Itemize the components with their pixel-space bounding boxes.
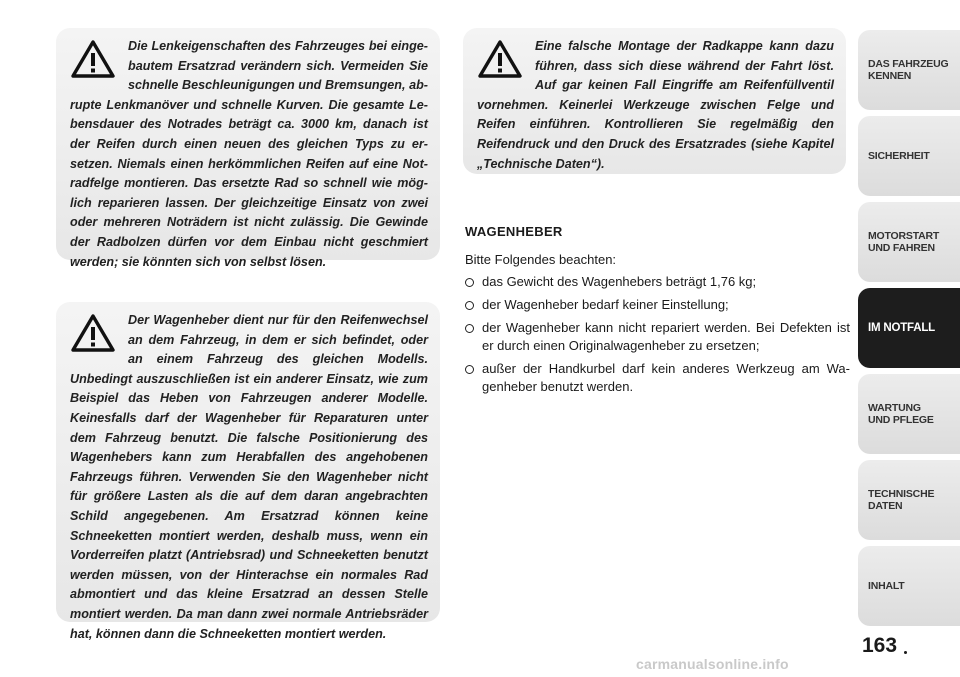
circle-bullet-icon: [465, 301, 474, 310]
warning-triangle-icon: [477, 39, 523, 79]
jack-rules-list: [465, 273, 850, 396]
page-number: 163: [862, 634, 898, 657]
tab-im-notfall[interactable]: IM NOTFALL: [858, 288, 960, 368]
list-item: außer der Handkurbel darf kein anderes Werkzeug am Wagenheber benutzt werden.: [465, 360, 850, 396]
warning-triangle-icon: [70, 313, 116, 353]
warning-box-steering: [56, 28, 440, 269]
warning-box-hubcap: [463, 28, 846, 174]
tab-technische-daten[interactable]: TECHNISCHE DATEN: [858, 460, 960, 540]
section-heading: WAGENHEBER: [465, 224, 563, 239]
warning-text: Eine falsche Montage der Radkappe kann dazu führen, dass sich diese während der Fahrt löst. Auf gar keinen Fall Eingriffe am Reifenfüllventil vornehmen. Keinerlei Werkzeuge zwischen Felge und Reifen einführen. Kontrollieren Sie regelmäßig den Reifendruck und den Druck des Ersatzrades (siehe Kapitel „Technische Daten“).: [477, 39, 834, 171]
section-intro: Bitte Folgendes beachten:: [465, 252, 617, 267]
tab-das-fahrzeug-kennen[interactable]: DAS FAHRZEUG KENNEN: [858, 30, 960, 110]
tab-inhalt[interactable]: INHALT: [858, 546, 960, 626]
warning-triangle-icon: [70, 39, 116, 79]
tab-motorstart-und-fahren[interactable]: MOTORSTART UND FAHREN: [858, 202, 960, 282]
warning-text: Die Lenkeigenschaften des Fahrzeuges bei eingebautem Ersatzrad verändern sich. Vermeiden Sie schnelle Beschleunigungen und Bremsungen, abrupte Lenkmanöver und schnelle Kurven. Die gesamte Lebensdauer des Notrades beträgt ca. 3000 km, danach ist der Reifen durch einen neuen des gleichen Typs zu ersetzen. Niemals einen herkömmlichen Reifen auf eine Notradfelge montieren. Das ersetzte Rad so schnell wie möglich reparieren lassen. Der gleichzeitige Einsatz von zwei oder mehreren Noträdern ist nicht zulässig. Die Gewinde der Radbolzen dürfen vor dem Einbau nicht geschmiert werden; sie könnten sich von selbst lösen.: [70, 39, 428, 269]
circle-bullet-icon: [465, 278, 474, 287]
page-dot: [904, 651, 907, 654]
tab-wartung-und-pflege[interactable]: WARTUNG UND PFLEGE: [858, 374, 960, 454]
warning-text: Der Wagenheber dient nur für den Reifenwechsel an dem Fahrzeug, in dem er sich befindet, oder an einem Fahrzeug des gleichen Modells. Unbedingt auszuschließen ist ein anderer Einsatz, wie zum Beispiel das Heben von Fahrzeugen anderer Modelle. Keinesfalls darf der Wagenheber für Reparaturen unter dem Fahrzeug benutzt. Die falsche Positionierung des Wagenhebers kann zum Herabfallen des angehobenen Fahrzeugs führen. Verwenden Sie den Wagenheber nicht für größere Lasten als die auf dem daran angebrachten Schild angegebenen. Am Ersatzrad können keine Schneeketten montiert werden, deshalb muss, wenn ein Vorderreifen platzt (Antriebsrad) und Schneeketten benutzt werden müssen, von der Hinterachse ein normales Rad abmontiert und das kleine Ersatzrad an dessen Stelle montiert werden. Da man dann zwei normale Antriebsräder hat, können dann die Schneeketten montiert werden.: [70, 313, 428, 641]
tab-sicherheit[interactable]: SICHERHEIT: [858, 116, 960, 196]
warning-box-jack: [56, 302, 440, 641]
list-item: das Gewicht des Wagenhebers beträgt 1,76 kg;: [465, 273, 850, 291]
circle-bullet-icon: [465, 324, 474, 333]
list-item: der Wagenheber bedarf keiner Einstellung;: [465, 296, 850, 314]
circle-bullet-icon: [465, 365, 474, 374]
watermark: carmanualsonline.info: [636, 656, 789, 672]
jack-section: [465, 223, 850, 401]
list-item: der Wagenheber kann nicht repariert werden. Bei Defekten ist er durch einen Originalwagenheber zu ersetzen;: [465, 319, 850, 355]
